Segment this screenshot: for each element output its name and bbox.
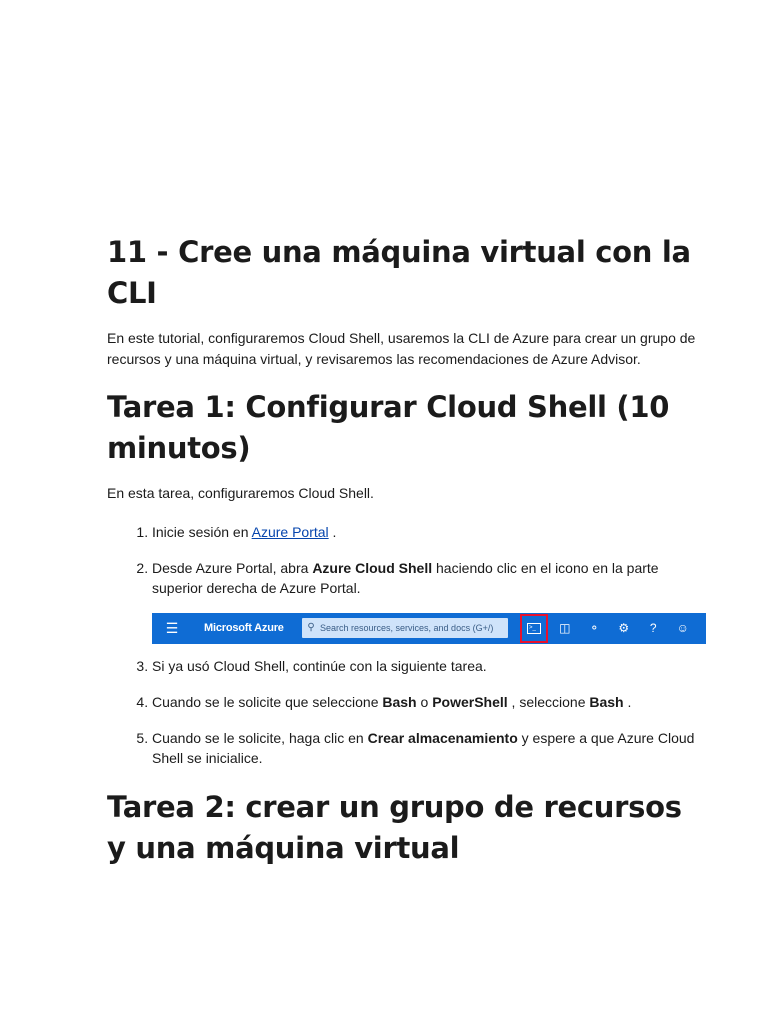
- search-icon: ⚲: [307, 621, 315, 633]
- directory-filter-icon: ◫: [559, 620, 571, 635]
- toolbar-icons: [520, 613, 698, 644]
- cloud-shell-icon: >_: [520, 614, 548, 643]
- intro-paragraph: En este tutorial, configuraremos Cloud Shell, usaremos la CLI de Azure para crear un grupo de recursos y una máquina virtual, y revisaremos las recomendaciones de Azure Advisor.: [107, 330, 696, 367]
- azure-brand: Microsoft Azure: [204, 621, 284, 634]
- search-placeholder: Search resources, services, and docs (G+/): [320, 622, 494, 633]
- page-title: 11 - Cree una máquina virtual con la CLI: [107, 235, 691, 310]
- azure-portal-toolbar-image: [152, 613, 706, 644]
- feedback-icon: ☺: [676, 620, 689, 635]
- settings-icon: ⚙: [618, 620, 630, 635]
- help-icon: ?: [649, 620, 657, 635]
- step-4: 4. Cuando se le solicite que seleccione Bash o PowerShell , seleccione Bash .: [152, 692, 707, 713]
- menu-icon: ☰: [165, 619, 179, 636]
- step-5: 5. Cuando se le solicite, haga clic en Crear almacenamiento y espere a que Azure Cloud Shell se inicialice.: [152, 728, 707, 769]
- task2-heading: Tarea 2: crear un grupo de recursos y una máquina virtual: [107, 789, 682, 865]
- task1-description: En esta tarea, configuraremos Cloud Shell.: [107, 485, 374, 501]
- task1-steps: [107, 522, 707, 769]
- search-input: [302, 618, 508, 638]
- azure-portal-link[interactable]: Azure Portal: [251, 523, 329, 540]
- step-3: 3. Si ya usó Cloud Shell, continúe con la siguiente tarea.: [152, 656, 707, 677]
- step-2: 2. Desde Azure Portal, abra Azure Cloud Shell haciendo clic en el icono en la parte superior derecha de Azure Portal. ☰ Microsoft Azure ⚲ Search resources, services, and docs (G+/) >_ ◫ ⚬ ⚙ ? ☺: [152, 558, 707, 644]
- task1-heading: Tarea 1: Configurar Cloud Shell (10 minutos): [107, 390, 670, 465]
- step-1: 1. Inicie sesión en Azure Portal .: [152, 522, 707, 543]
- notifications-icon: ⚬: [589, 620, 600, 635]
- document-content: [107, 232, 707, 883]
